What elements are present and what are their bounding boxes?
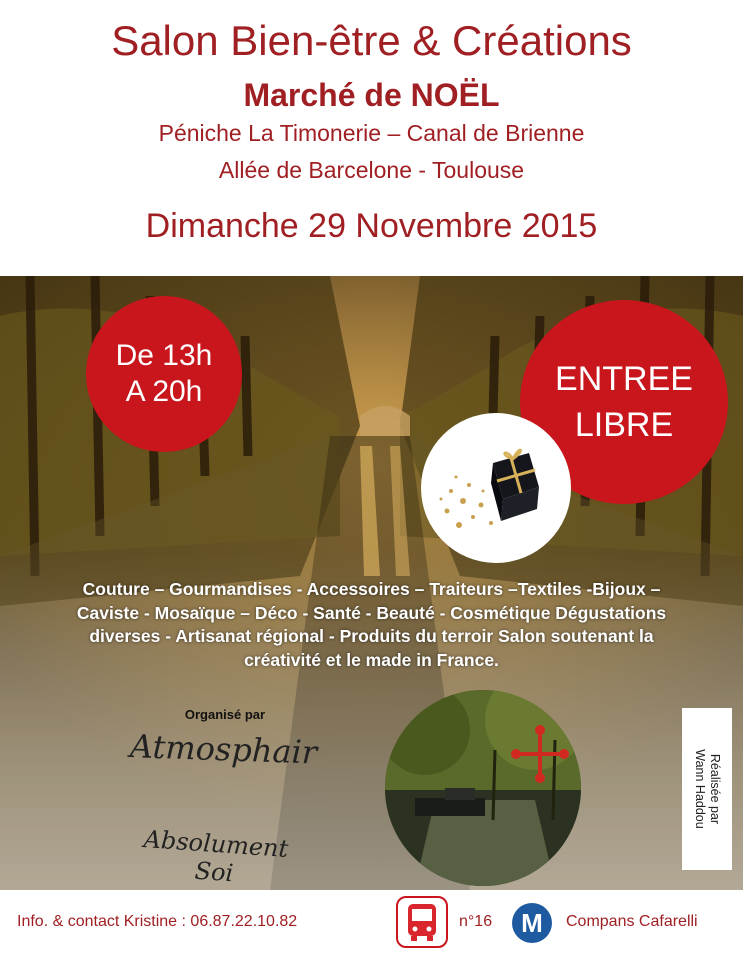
event-subtitle: Marché de NOËL (243, 77, 500, 113)
event-header (0, 0, 743, 276)
hours-start: De 13h (115, 339, 213, 372)
bus-icon (396, 896, 448, 948)
organizer-logo-atmosphair: Atmosphair (129, 727, 318, 772)
activities-line: Couture – Gourmandises - Accessoires – Traiteurs –Textiles -Bijoux – (82, 579, 661, 599)
design-credit (682, 708, 732, 870)
activities-line: créativité et le made in France. (244, 649, 499, 670)
credit-line2: Wann Haddou (693, 749, 707, 829)
gift-image (421, 413, 571, 563)
activities-line: Caviste - Mosaïque – Déco - Santé - Beauté - Cosmétique Dégustations (76, 602, 667, 623)
contact-info: Info. & contact Kristine : 06.87.22.10.82 (17, 913, 298, 930)
organizer-label: Organisé par (184, 707, 266, 722)
bus-line-number: n°16 (459, 913, 493, 930)
opening-hours-badge (86, 296, 242, 452)
entry-line2: LIBRE (574, 406, 674, 444)
event-venue: Péniche La Timonerie – Canal de Brienne (158, 120, 585, 146)
event-title: Salon Bien-être & Créations (111, 17, 632, 64)
canal-boat-illustration (385, 690, 581, 886)
hours-end: A 20h (125, 375, 203, 408)
organizer-logo-absolument-soi: Absolument Soi (142, 825, 290, 888)
credit-line1: Réalisée par (708, 753, 722, 825)
activities-list (10, 578, 733, 672)
activities-line: diverses - Artisanat régional - Produits du terroir Salon soutenant la (89, 626, 654, 646)
canal-photo-circle (385, 690, 581, 886)
metro-station: Compans Cafarelli (566, 913, 698, 930)
event-address: Allée de Barcelone - Toulouse (218, 157, 525, 183)
gift-icon (421, 413, 571, 563)
entry-line1: ENTREE (555, 360, 693, 398)
metro-icon: M (512, 903, 552, 943)
event-date: Dimanche 29 Novembre 2015 (145, 207, 598, 245)
